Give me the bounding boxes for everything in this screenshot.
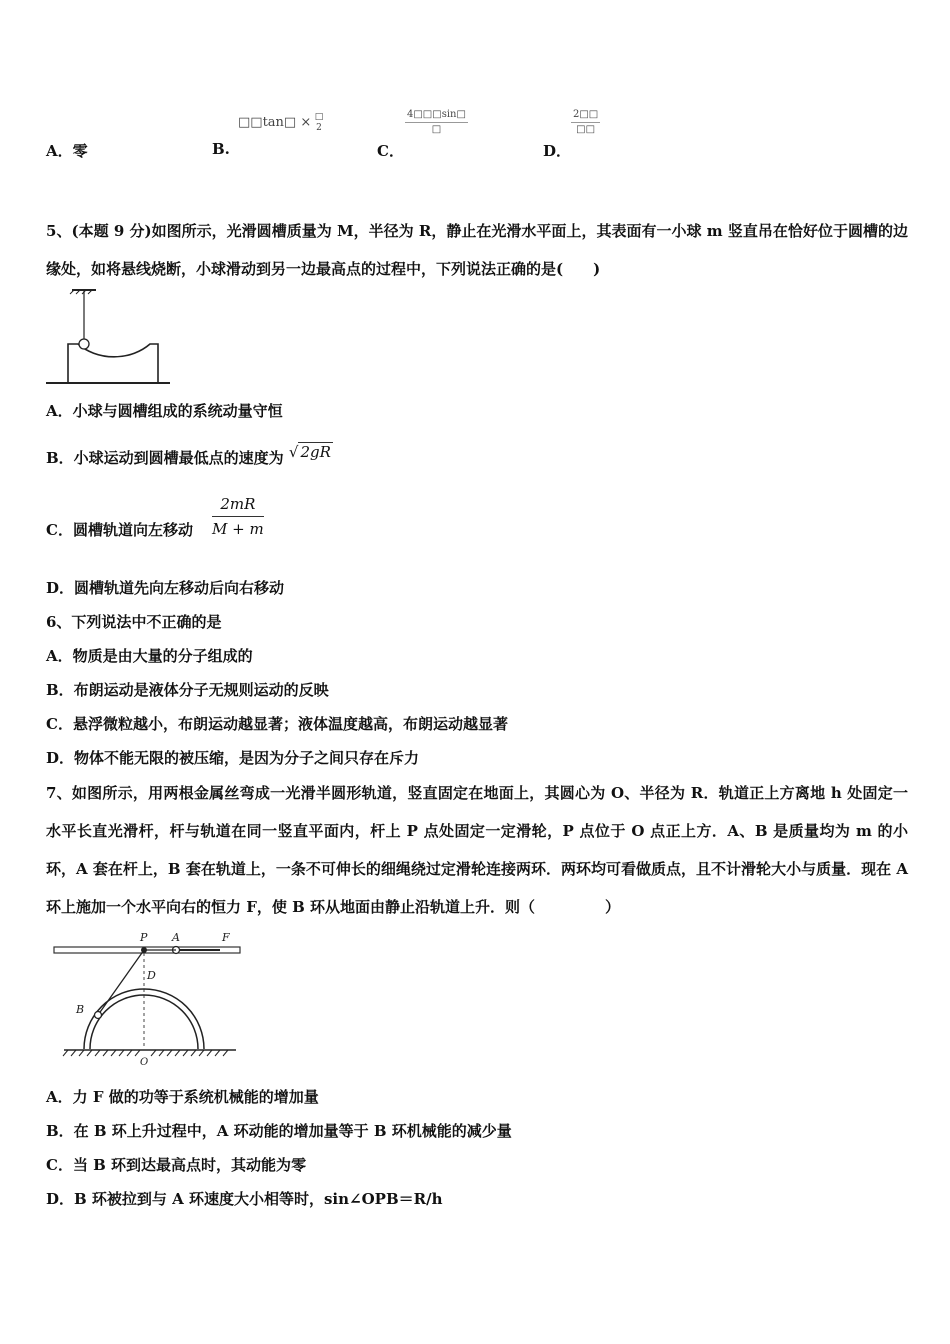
- q7-option-c: C．当 B 环到达最高点时，其动能为零: [46, 1156, 307, 1174]
- q4-option-b-frac-den: 2: [316, 123, 322, 133]
- q4-option-a: [46, 140, 88, 161]
- label-d: D: [147, 969, 156, 982]
- q4-option-b-frac-num: □: [314, 112, 324, 122]
- q5-option-c-den: M + m: [212, 520, 264, 538]
- q6-option-a: A．物质是由大量的分子组成的: [46, 647, 253, 665]
- label-o: O: [140, 1057, 149, 1065]
- q5-option-c-fraction: [212, 495, 264, 538]
- q4-option-d-den: □□: [576, 124, 596, 135]
- q4-option-c-num: 4□□□sin□: [405, 108, 468, 123]
- q4-option-b-formula-text: □□tan□ ×: [238, 115, 312, 130]
- q4-option-c-label: C．: [377, 142, 404, 160]
- small-ball: [79, 339, 89, 349]
- q6-option-c: C．悬浮微粒越小，布朗运动越显著；液体温度越高，布朗运动越显著: [46, 715, 508, 733]
- q4-option-c-den: □: [431, 124, 442, 135]
- ring-b: [95, 1012, 102, 1019]
- q4-option-d-label: D．: [543, 142, 572, 160]
- q5-option-b-sqrt: √ 2gR: [288, 443, 331, 461]
- q5-option-c: [46, 520, 193, 540]
- q5-figure-groove: [44, 288, 176, 388]
- q7-option-a: A．力 F 做的功等于系统机械能的增加量: [46, 1088, 319, 1106]
- q7-stem-text: 7、如图所示，用两根金属丝弯成一光滑半圆形轨道，竖直固定在地面上，其圆心为 O、半径为 R．轨道正上方离地 h 处固定一水平长直光滑杆，杆与轨道在同一竖直平面内，杆上 P 点处固定一定滑轮，P 点位于 O 点正上方．A、B 是质量均为 m 的小环，A 套在杆上，B 套在轨道上，一条不可伸长的细绳绕过定滑轮连接两环．两环均可看做质点，且不计滑轮大小与质量．现在 A 环上施加一个水平向右的恒力 F，使 B 环从地面由静止沿轨道上升．则（: [46, 784, 908, 916]
- ground-hatching: [63, 1050, 228, 1056]
- q6-option-d: D．物体不能无限的被压缩，是因为分子之间只存在斥力: [46, 749, 420, 767]
- label-a: A: [172, 931, 180, 944]
- q4-option-a-label: A．: [46, 142, 73, 160]
- label-f: F: [222, 931, 230, 944]
- q4-option-d-formula: [571, 108, 600, 137]
- q5-option-d: D．圆槽轨道先向左移动后向右移动: [46, 579, 285, 597]
- q4-option-b-formula: [238, 112, 323, 134]
- rope-pb: [98, 950, 144, 1015]
- q7-option-d: D．B 环被拉到与 A 环速度大小相等时，sin∠OPB＝R/h: [46, 1190, 443, 1208]
- q7-stem: [46, 774, 908, 926]
- q5-option-b: [46, 443, 333, 468]
- q5-option-a: A．小球与圆槽组成的系统动量守恒: [46, 402, 283, 420]
- q6-option-b: B．布朗运动是液体分子无规则运动的反映: [46, 681, 329, 699]
- q5-option-c-text: C．圆槽轨道向左移动: [46, 521, 193, 539]
- q5-option-b-text: B．小球运动到圆槽最低点的速度为: [46, 449, 284, 467]
- q7-option-b: B．在 B 环上升过程中，A 环动能的增加量等于 B 环机械能的减少量: [46, 1122, 512, 1140]
- q7-figure-track: [50, 925, 246, 1065]
- q4-option-c-formula: [405, 108, 468, 137]
- q5-stem: 5、(本题 9 分)如图所示，光滑圆槽质量为 M，半径为 R，静止在光滑水平面上，其表面有一小球 m 竖直吊在恰好位于圆槽的边缘处，如将悬线烧断，小球滑动到另一边最高点的过程中，下列说法正确的是( ): [46, 222, 908, 278]
- label-b: B: [76, 1003, 85, 1016]
- q5-option-b-sqrt-radicand: 2gR: [300, 443, 331, 461]
- q4-option-b-label: B.: [212, 140, 230, 158]
- q7-stem-end: ）: [605, 898, 621, 916]
- q6-stem: 6、下列说法中不正确的是: [46, 613, 222, 631]
- circular-groove: [68, 344, 158, 382]
- label-p: P: [140, 931, 148, 944]
- q4-option-d-num: 2□□: [571, 108, 600, 123]
- q4-option-a-text: 零: [72, 142, 88, 160]
- q5-option-c-num: 2mR: [212, 495, 264, 517]
